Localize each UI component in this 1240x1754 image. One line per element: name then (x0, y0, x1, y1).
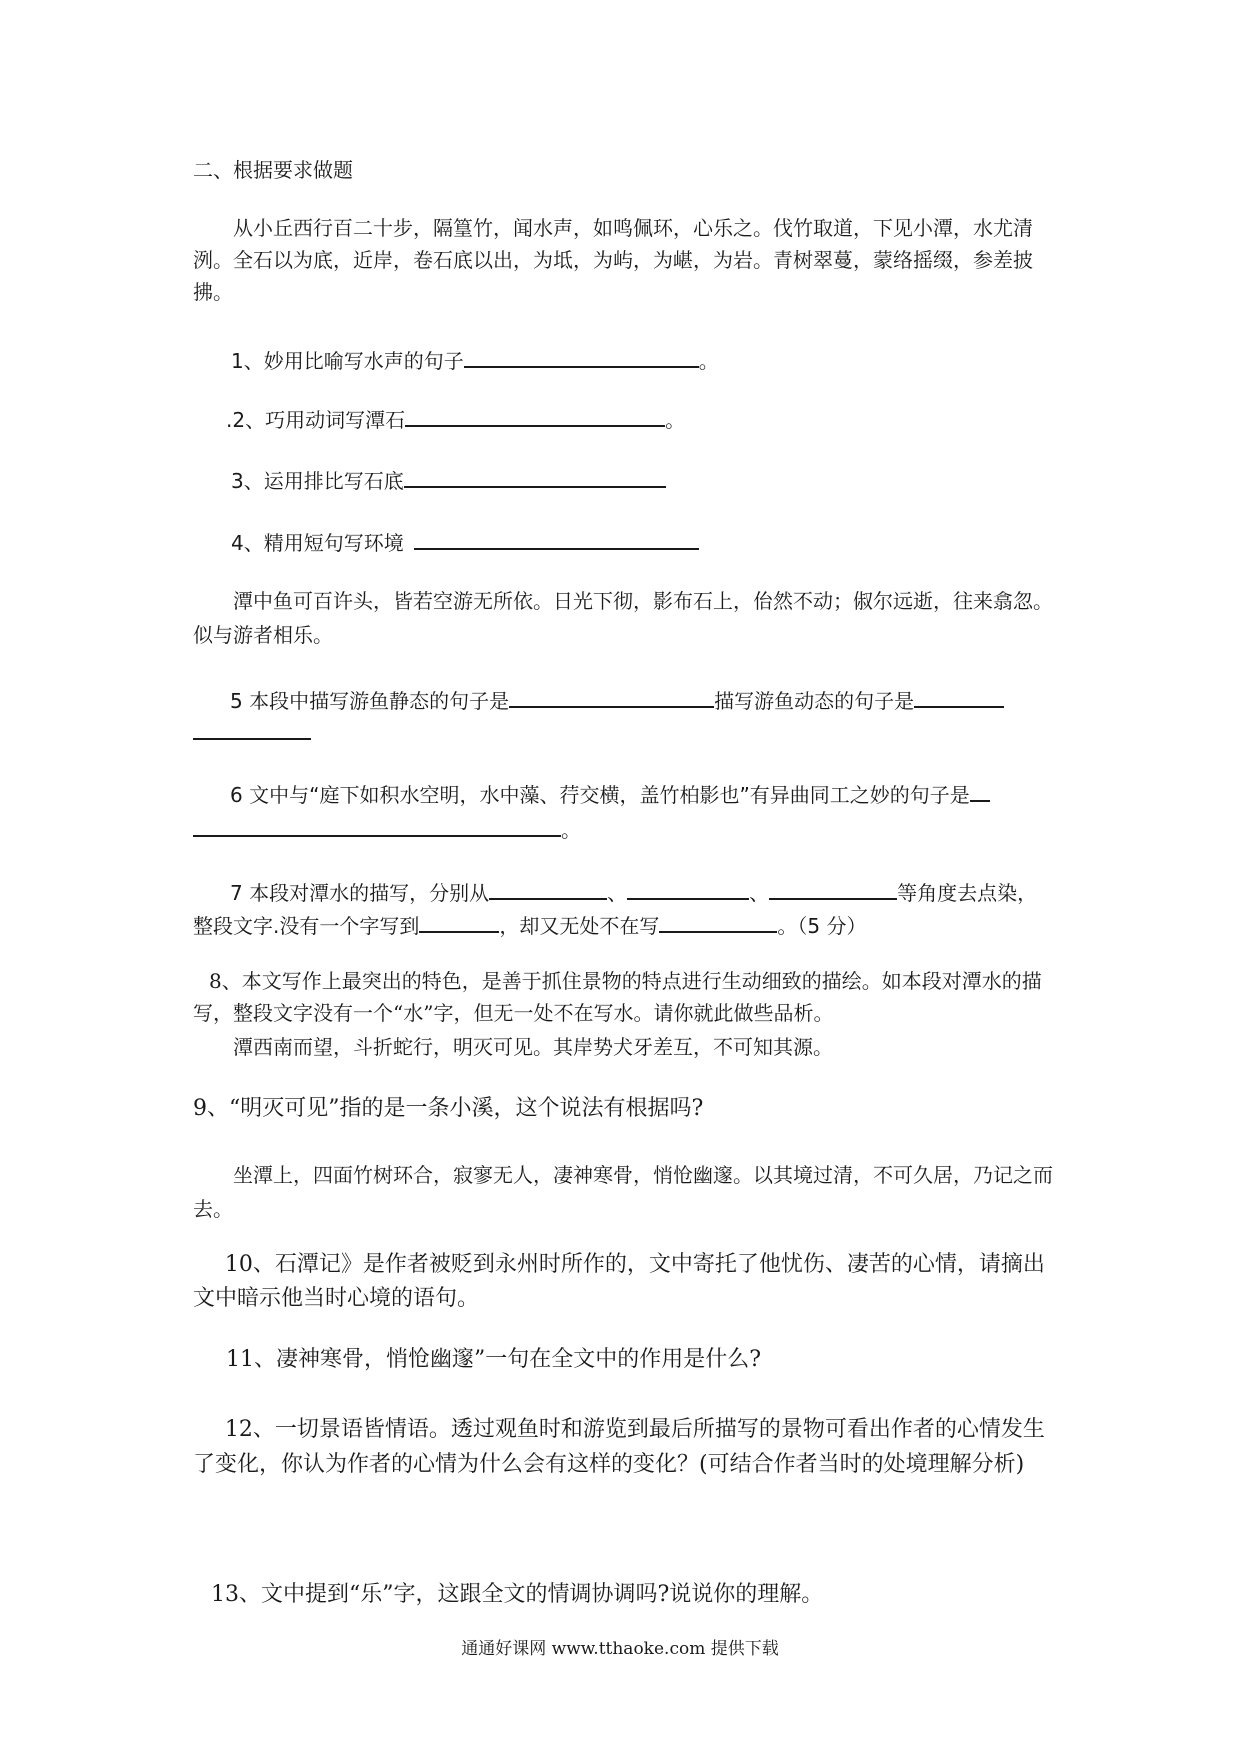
passage-paragraph-2: 潭中鱼可百许头，皆若空游无所依。日光下彻，影布石上，佁然不动；俶尔远逝，往来翕忽。似与游者相乐。 (193, 589, 1053, 647)
answer-blank-7a[interactable] (489, 878, 607, 900)
question-6-text: 6 文中与“庭下如积水空明，水中藻、荇交横，盖竹柏影也”有异曲同工之妙的句子是 (230, 783, 970, 807)
passage-paragraph-4: 坐潭上，四面竹树环合，寂寥无人，凄神寒骨，悄怆幽邃。以其境过清，不可久居，乃记之而去。 (193, 1163, 1053, 1221)
answer-blank-7c[interactable] (769, 878, 897, 900)
question-3 (231, 466, 666, 493)
question-6 (230, 780, 990, 807)
question-12: 12、一切景语皆情语。透过观鱼时和游览到最后所描写的景物可看出作者的心情发生了变化，你认为作者的心情为什么会有这样的变化？(可结合作者当时的处境理解分析) (193, 1417, 1045, 1477)
passage-paragraph-3: 潭西南而望，斗折蛇行，明灭可见。其岸势犬牙差互，不可知其源。 (233, 1035, 833, 1059)
question-7-sep-2: 、 (749, 881, 770, 905)
answer-blank-6a[interactable] (970, 780, 990, 802)
question-9: 9、“明灭可见”指的是一条小溪，这个说法有根据吗? (193, 1096, 704, 1121)
answer-blank-7e[interactable] (659, 911, 777, 933)
question-2 (226, 405, 685, 432)
section-title: 二、根据要求做题 (193, 158, 353, 182)
question-7-text-b: 等角度去点染， (897, 881, 1038, 905)
question-1 (231, 346, 719, 373)
question-11: 11、凄神寒骨，悄怆幽邃”一句在全文中的作用是什么? (226, 1347, 762, 1372)
question-5 (230, 686, 1004, 713)
question-10: 10、石潭记》是作者被贬到永州时所作的，文中寄托了他忧伤、凄苦的心情，请摘出文中暗示他当时心境的语句。 (193, 1252, 1045, 1311)
answer-blank-5a[interactable] (509, 686, 714, 708)
question-7-text-c: 整段文字.没有一个字写到 (193, 914, 420, 938)
question-7-sep-1: 、 (607, 881, 628, 905)
answer-blank-5b[interactable] (914, 686, 1004, 708)
answer-blank-3[interactable] (404, 466, 666, 488)
question-8: 8、本文写作上最突出的特色，是善于抓住景物的特点进行生动细致的描绘。如本段对潭水的描写，整段文字没有一个“水”字，但无一处不在写水。请你就此做些品析。 (193, 969, 1042, 1025)
question-1-text: 1、妙用比喻写水声的句子 (231, 349, 464, 373)
answer-blank-6b[interactable] (193, 815, 561, 837)
question-7-text-e: 。（5 分） (777, 914, 867, 938)
answer-blank-5c[interactable] (193, 718, 311, 740)
question-1-end: 。 (698, 349, 719, 373)
question-5-text-a: 5 本段中描写游鱼静态的句子是 (230, 689, 510, 713)
question-6-end: 。 (561, 818, 581, 842)
question-2-end: 。 (665, 408, 686, 432)
answer-blank-7d[interactable] (419, 911, 499, 933)
question-7 (230, 878, 1037, 905)
question-4-text: 4、精用短句写环境 (231, 531, 404, 555)
page-footer: 通通好课网 www.tthaoke.com 提供下载 (461, 1639, 779, 1659)
question-5-text-b: 描写游鱼动态的句子是 (714, 689, 915, 713)
answer-blank-4[interactable] (414, 528, 699, 550)
question-7-text-a: 7 本段对潭水的描写，分别从 (230, 881, 490, 905)
passage-paragraph-1: 从小丘西行百二十步，隔篁竹，闻水声，如鸣佩环，心乐之。伐竹取道，下见小潭，水尤清洌。全石以为底，近岸，卷石底以出，为坻，为屿，为嵁，为岩。青树翠蔓，蒙络摇缀，参差披拂。 (193, 216, 1033, 304)
answer-blank-7b[interactable] (627, 878, 749, 900)
question-7-text-d: ，却又无处不在写 (499, 914, 660, 938)
question-4 (231, 528, 699, 555)
question-7-line-2 (193, 911, 866, 938)
question-3-text: 3、运用排比写石底 (231, 469, 404, 493)
question-5-continuation (193, 718, 311, 745)
question-2-text: .2、巧用动词写潭石 (226, 408, 406, 432)
question-6-continuation (193, 815, 581, 842)
answer-blank-1[interactable] (464, 346, 699, 368)
question-13: 13、文中提到“乐”字，这跟全文的情调协调吗?说说你的理解。 (211, 1582, 824, 1607)
answer-blank-2[interactable] (405, 405, 665, 427)
